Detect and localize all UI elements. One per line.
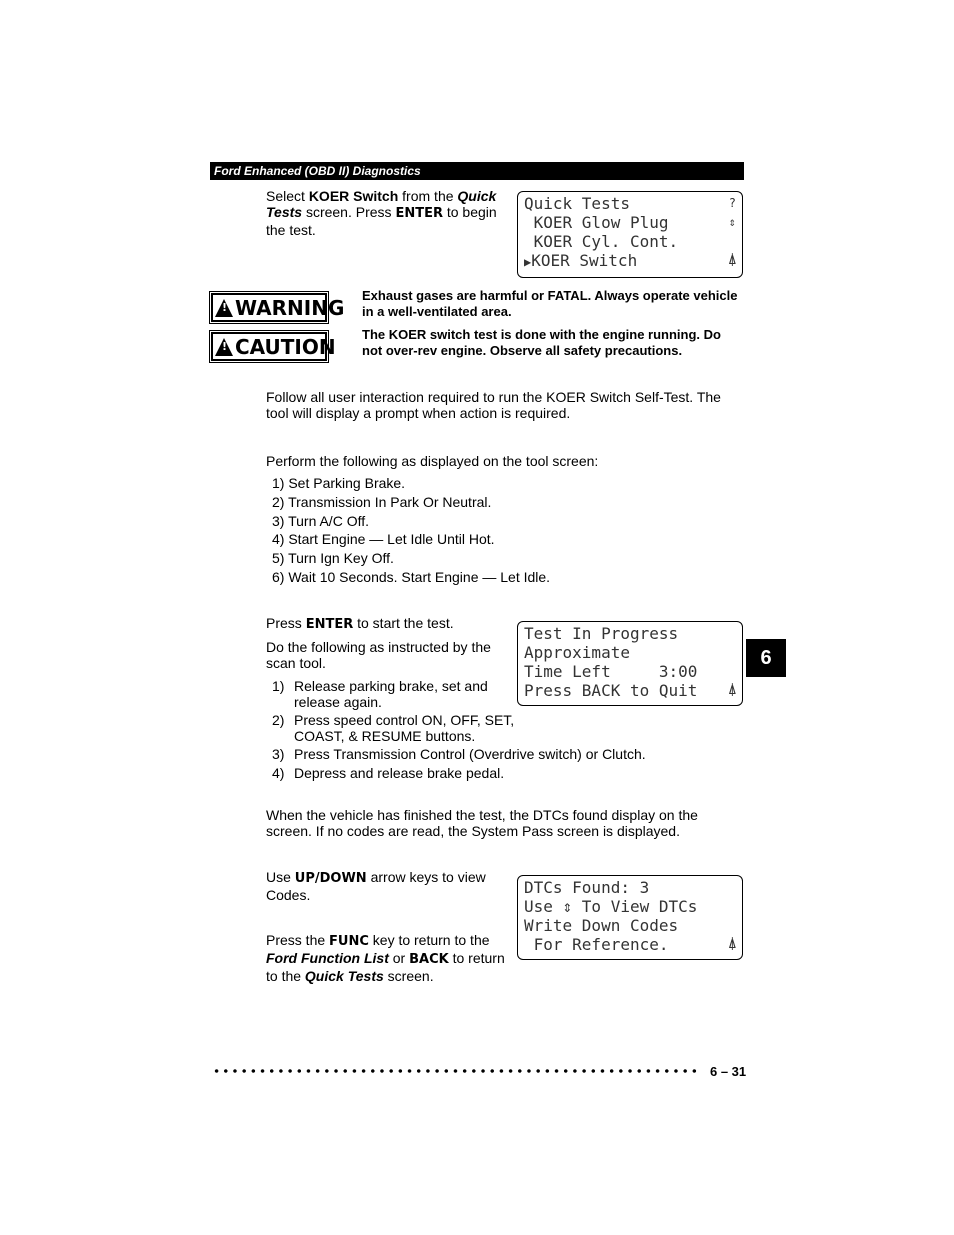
perform-steps-list	[272, 475, 742, 588]
screen-line: Time Left 3:00	[524, 662, 698, 681]
list-item: 4) Start Engine — Let Idle Until Hot.	[272, 531, 495, 547]
list-item: 1) Set Parking Brake.	[272, 475, 406, 491]
screen-line: DTCs Found: 3	[524, 878, 650, 897]
screen-line: Test In Progress	[524, 624, 679, 643]
screen-line: Approximate	[524, 643, 630, 662]
warning-text: Exhaust gases are harmful or FATAL. Always operate vehicle in a well-ventilated area.	[362, 288, 738, 319]
scroll-icon: ⇕	[728, 215, 736, 229]
do-following-step: 2) Press speed control ON, OFF, SET, COAST, & RESUME buttons.	[272, 712, 515, 744]
bell-icon: ⍋	[728, 937, 736, 951]
do-following-step: 4) Depress and release brake pedal.	[272, 765, 505, 781]
warning-label: ! WARNING	[211, 293, 327, 322]
intro-paragraph: Select KOER Switch from the Quick Tests screen. Press ENTER to begin the test.	[266, 188, 497, 238]
finished-paragraph: When the vehicle has finished the test, the DTCs found display on the screen. If no codes are read, the System Pass screen is displayed.	[266, 807, 698, 839]
caution-text: The KOER switch test is done with the engine running. Do not over-rev engine. Observe all safety precautions.	[362, 327, 721, 358]
screen-line: Use ⇕ To View DTCs	[524, 897, 698, 916]
scan-tool-screen-quick-tests	[517, 191, 743, 278]
page-number: 6 – 31	[710, 1064, 747, 1079]
press-enter-paragraph: Press ENTER to start the test.	[266, 615, 454, 632]
func-paragraph: Press the FUNC key to return to the Ford Function List or BACK to return to the Quick Tests screen.	[266, 932, 505, 984]
footer-dotted-rule	[212, 1066, 700, 1076]
screen-line: KOER Glow Plug ⇕	[524, 213, 736, 232]
caution-triangle-icon	[215, 338, 233, 356]
screen-line: Quick Tests ?	[524, 194, 736, 213]
list-item: 2) Transmission In Park Or Neutral.	[272, 494, 492, 510]
bell-icon: ⍋	[728, 253, 736, 267]
do-following-intro: Do the following as instructed by the scan tool.	[266, 639, 491, 671]
list-item: 5) Turn Ign Key Off.	[272, 550, 394, 566]
bell-icon: ⍋	[728, 683, 736, 697]
selection-arrow-icon: ▶	[524, 255, 532, 269]
do-following-step: 3) Press Transmission Control (Overdrive switch) or Clutch.	[272, 746, 646, 762]
screen-line: KOER Cyl. Cont.	[524, 232, 679, 251]
list-item: 6) Wait 10 Seconds. Start Engine — Let Idle.	[272, 569, 551, 585]
do-following-step: 1) Release parking brake, set and release again.	[272, 678, 488, 710]
screen-line: For Reference. ⍋	[524, 935, 736, 954]
list-item: 3) Turn A/C Off.	[272, 513, 370, 529]
page-header: Ford Enhanced (OBD II) Diagnostics	[210, 162, 744, 180]
chapter-tab: 6	[746, 639, 786, 677]
screen-line: Press BACK to Quit ⍋	[524, 681, 736, 700]
warning-triangle-icon	[215, 299, 233, 317]
updown-paragraph: Use UP/DOWN arrow keys to view Codes.	[266, 869, 486, 903]
caution-label: ! CAUTION	[211, 332, 327, 361]
scan-tool-screen-test-progress	[517, 621, 743, 706]
help-icon: ?	[728, 196, 736, 210]
perform-intro: Perform the following as displayed on the tool screen:	[266, 453, 599, 469]
screen-line: Write Down Codes	[524, 916, 679, 935]
follow-paragraph: Follow all user interaction required to run the KOER Switch Self-Test. The tool will display a prompt when action is required.	[266, 389, 721, 421]
scan-tool-screen-dtcs-found	[517, 875, 743, 960]
screen-line-selected: ▶KOER Switch ⍋	[524, 251, 736, 270]
